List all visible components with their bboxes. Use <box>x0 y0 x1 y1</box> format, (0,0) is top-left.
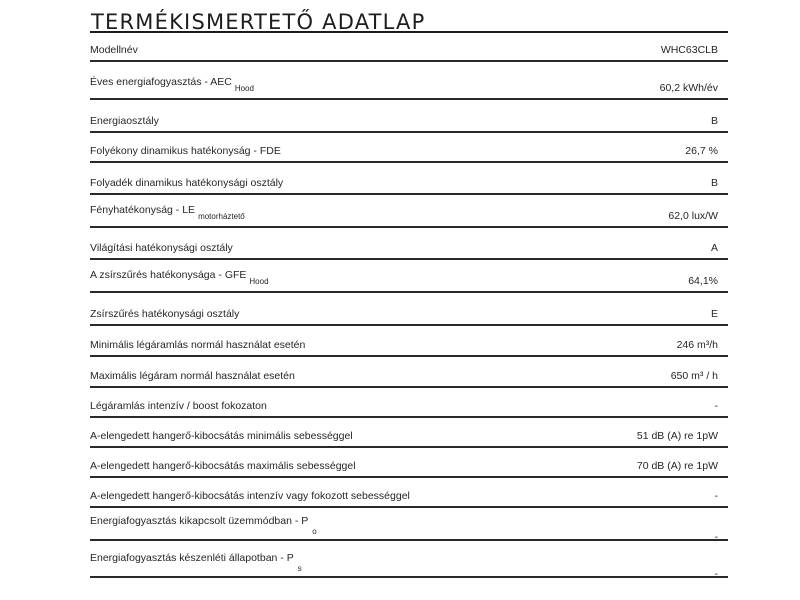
spec-value: 26,7 % <box>685 145 718 157</box>
spec-label <box>90 515 317 536</box>
document-title: TERMÉKISMERTETŐ ADATLAP <box>90 0 728 33</box>
spec-row <box>90 326 728 357</box>
spec-label <box>90 115 159 127</box>
spec-label-text: A zsírszűrés hatékonysága - GFE <box>90 269 247 281</box>
spec-value: 650 m³ / h <box>670 370 718 382</box>
spec-label-text: Folyadék dinamikus hatékonysági osztály <box>90 177 284 189</box>
spec-value: - <box>714 400 718 412</box>
spec-label <box>90 400 267 412</box>
spec-row <box>90 508 728 541</box>
spec-row <box>90 62 728 100</box>
spec-label <box>90 430 353 442</box>
spec-label-text: Energiafogyasztás készenléti állapotban - P <box>90 552 294 564</box>
spec-row <box>90 418 728 448</box>
spec-label <box>90 339 305 351</box>
spec-table <box>90 33 728 578</box>
spec-row <box>90 357 728 388</box>
spec-label-text: Energiafogyasztás kikapcsolt üzemmódban - P <box>90 515 309 527</box>
spec-value: - <box>714 490 718 502</box>
spec-row <box>90 100 728 133</box>
spec-value: B <box>710 177 718 189</box>
spec-label <box>90 44 138 56</box>
spec-value: A <box>710 242 718 254</box>
spec-label <box>90 76 254 93</box>
spec-label <box>90 145 281 157</box>
spec-label-text: Folyékony dinamikus hatékonyság - FDE <box>90 145 281 157</box>
spec-label-subscript: o <box>312 527 317 536</box>
spec-label-text: Minimális légáramlás normál használat esetén <box>90 339 306 351</box>
spec-label-text: A-elengedett hangerő-kibocsátás minimális sebességgel <box>90 430 353 442</box>
spec-value: 51 dB (A) re 1pW <box>636 430 718 442</box>
spec-label-subscript: Hood <box>249 277 269 286</box>
spec-value: WHC63CLB <box>660 44 718 56</box>
spec-label-text: Légáramlás intenzív / boost fokozaton <box>90 400 267 412</box>
spec-label <box>90 242 233 254</box>
spec-label-text: Zsírszűrés hatékonysági osztály <box>90 308 240 320</box>
spec-label-subscript: s <box>297 564 302 573</box>
spec-label-subscript: Hood <box>234 84 254 93</box>
spec-value: 70 dB (A) re 1pW <box>636 460 718 472</box>
spec-label <box>90 204 245 221</box>
spec-row <box>90 228 728 260</box>
spec-row <box>90 163 728 195</box>
spec-row <box>90 33 728 62</box>
spec-row <box>90 388 728 418</box>
spec-row <box>90 541 728 578</box>
spec-label <box>90 308 239 320</box>
spec-label-text: A-elengedett hangerő-kibocsátás intenzív vagy fokozott sebességgel <box>90 490 410 502</box>
spec-label <box>90 370 295 382</box>
spec-label-text: Világítási hatékonysági osztály <box>90 242 233 254</box>
spec-label-text: Modellnév <box>90 44 138 56</box>
spec-value: E <box>710 308 718 320</box>
spec-label <box>90 460 356 472</box>
spec-value: 60,2 kWh/év <box>659 82 718 94</box>
spec-label-subscript: motorháztető <box>198 212 245 221</box>
spec-value: - <box>714 568 718 580</box>
spec-row <box>90 478 728 508</box>
spec-label-text: A-elengedett hangerő-kibocsátás maximális sebességgel <box>90 460 356 472</box>
spec-row <box>90 133 728 163</box>
spec-label-text: Éves energiafogyasztás - AEC <box>90 76 232 88</box>
spec-label <box>90 177 283 189</box>
spec-value: B <box>710 115 718 127</box>
product-datasheet <box>90 0 728 578</box>
spec-label-text: Maximális légáram normál használat esetén <box>90 370 295 382</box>
spec-label <box>90 269 269 286</box>
spec-row <box>90 195 728 228</box>
spec-value: - <box>714 531 718 543</box>
spec-value: 62,0 lux/W <box>668 210 718 222</box>
spec-label-text: Fényhatékonyság - LE <box>90 204 196 216</box>
spec-label <box>90 552 302 573</box>
spec-value: 64,1% <box>688 275 718 287</box>
spec-row <box>90 260 728 293</box>
spec-row <box>90 293 728 326</box>
spec-label-text: Energiaosztály <box>90 115 159 127</box>
spec-label <box>90 490 410 502</box>
spec-value: 246 m³/h <box>676 339 718 351</box>
spec-row <box>90 448 728 478</box>
